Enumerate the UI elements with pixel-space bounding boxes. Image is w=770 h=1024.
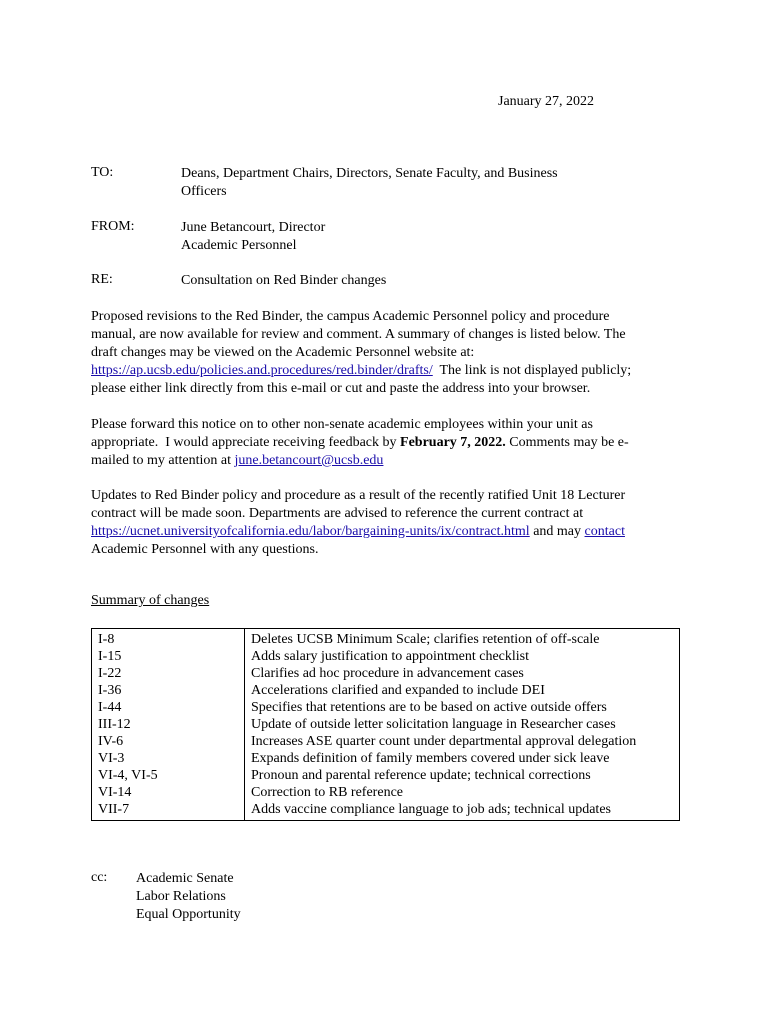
table-row	[92, 767, 680, 784]
from-label: FROM:	[91, 219, 135, 234]
table-row	[92, 665, 680, 682]
summary-table	[91, 628, 680, 821]
policy-code-cell: VI-14	[92, 784, 245, 801]
policy-code-cell: I-8	[92, 629, 245, 649]
contract-line-1: Updates to Red Binder policy and procedure as a result of the recently ratified Unit 18 Lecturer	[91, 488, 626, 503]
policy-code-cell: VII-7	[92, 801, 245, 821]
feedback-line-2	[91, 434, 691, 452]
change-description-cell: Clarifies ad hoc procedure in advancement cases	[245, 665, 680, 682]
to-line-1: Deans, Department Chairs, Directors, Senate Faculty, and Business	[181, 166, 558, 181]
policy-code-cell: VI-3	[92, 750, 245, 767]
change-description-cell: Correction to RB reference	[245, 784, 680, 801]
intro-line-4-rest: The link is not displayed publicly;	[432, 363, 632, 378]
table-row	[92, 784, 680, 801]
to-line-2: Officers	[181, 184, 227, 199]
feedback-line-2-end: Comments may be e-	[505, 435, 629, 450]
policy-code-cell: IV-6	[92, 733, 245, 750]
cc-recipient: Equal Opportunity	[136, 907, 241, 922]
feedback-line-2-start: appropriate. I would appreciate receiving feedback by	[91, 435, 401, 450]
change-description-cell: Deletes UCSB Minimum Scale; clarifies retention of off-scale	[245, 629, 680, 649]
feedback-line-1: Please forward this notice on to other non-senate academic employees within your unit as	[91, 417, 593, 432]
summary-title: Summary of changes	[91, 593, 210, 608]
change-description-cell: Update of outside letter solicitation language in Researcher cases	[245, 716, 680, 733]
contract-line-3-mid: and may	[529, 524, 585, 539]
policy-code-cell: I-36	[92, 682, 245, 699]
intro-line-4	[91, 362, 691, 380]
cc-label: cc:	[91, 870, 108, 885]
cc-recipient: Labor Relations	[136, 889, 226, 904]
email-link[interactable]: june.betancourt@ucsb.edu	[234, 453, 384, 468]
contract-link[interactable]: https://ucnet.universityofcalifornia.edu/labor/bargaining-units/ix/contract.html	[91, 524, 530, 539]
intro-line-5: please either link directly from this e-mail or cut and paste the address into your browser.	[91, 381, 591, 396]
contract-line-3	[91, 523, 691, 541]
table-row	[92, 699, 680, 716]
feedback-paragraph	[91, 416, 691, 470]
table-row	[92, 648, 680, 665]
change-description-cell: Accelerations clarified and expanded to include DEI	[245, 682, 680, 699]
table-row	[92, 629, 680, 649]
policy-code-cell: III-12	[92, 716, 245, 733]
feedback-deadline: February 7, 2022.	[400, 435, 506, 450]
change-description-cell: Expands definition of family members covered under sick leave	[245, 750, 680, 767]
intro-line-3: draft changes may be viewed on the Academic Personnel website at:	[91, 345, 475, 360]
from-sender	[181, 219, 325, 255]
table-row	[92, 801, 680, 821]
table-row	[92, 750, 680, 767]
memo-date: January 27, 2022	[498, 94, 595, 109]
from-line-2: Academic Personnel	[181, 238, 297, 253]
contact-link[interactable]: contact	[584, 524, 625, 539]
table-row	[92, 733, 680, 750]
table-row	[92, 716, 680, 733]
change-description-cell: Increases ASE quarter count under departmental approval delegation	[245, 733, 680, 750]
policy-code-cell: I-22	[92, 665, 245, 682]
change-description-cell: Adds salary justification to appointment checklist	[245, 648, 680, 665]
change-description-cell: Adds vaccine compliance language to job ads; technical updates	[245, 801, 680, 821]
change-description-cell: Pronoun and parental reference update; technical corrections	[245, 767, 680, 784]
to-label: TO:	[91, 165, 114, 180]
feedback-line-3	[91, 452, 691, 470]
intro-line-2: manual, are now available for review and comment. A summary of changes is listed below. The	[91, 327, 626, 342]
policy-code-cell: I-44	[92, 699, 245, 716]
cc-list	[136, 870, 241, 924]
contract-line-2: contract will be made soon. Departments are advised to reference the current contract at	[91, 506, 584, 521]
to-recipients	[181, 165, 558, 201]
drafts-link[interactable]: https://ap.ucsb.edu/policies.and.procedures/red.binder/drafts/	[91, 363, 433, 378]
intro-paragraph	[91, 308, 691, 398]
policy-code-cell: VI-4, VI-5	[92, 767, 245, 784]
feedback-line-3-start: mailed to my attention at	[91, 453, 235, 468]
contract-line-4: Academic Personnel with any questions.	[91, 542, 319, 557]
re-subject: Consultation on Red Binder changes	[181, 273, 387, 288]
intro-line-1: Proposed revisions to the Red Binder, the campus Academic Personnel policy and procedure	[91, 309, 610, 324]
cc-recipient: Academic Senate	[136, 871, 234, 886]
from-line-1: June Betancourt, Director	[181, 220, 326, 235]
table-row	[92, 682, 680, 699]
change-description-cell: Specifies that retentions are to be based on active outside offers	[245, 699, 680, 716]
contract-paragraph	[91, 487, 691, 559]
policy-code-cell: I-15	[92, 648, 245, 665]
re-label: RE:	[91, 272, 113, 287]
